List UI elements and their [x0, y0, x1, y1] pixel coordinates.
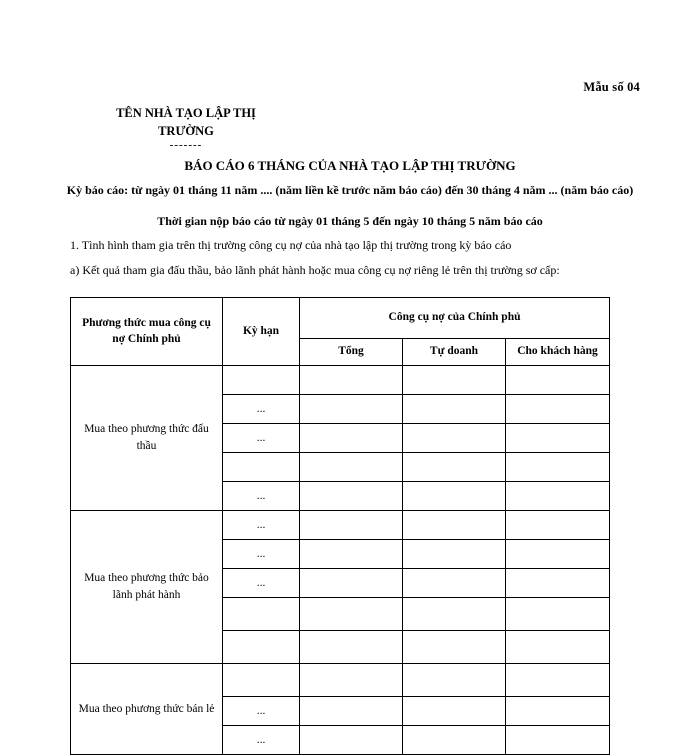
row-term[interactable] — [223, 453, 300, 482]
cell-self[interactable] — [403, 726, 506, 755]
report-table-wrapper — [70, 297, 609, 755]
cell-customer[interactable] — [506, 664, 610, 697]
cell-total[interactable] — [300, 366, 403, 395]
column-header-customer: Cho khách hàng — [506, 339, 610, 366]
cell-total[interactable] — [300, 631, 403, 664]
cell-self[interactable] — [403, 366, 506, 395]
row-method-label: Mua theo phương thức đấu thầu — [71, 366, 223, 511]
table-body — [71, 366, 610, 755]
row-term[interactable]: ... — [223, 395, 300, 424]
row-term[interactable] — [223, 598, 300, 631]
cell-total[interactable] — [300, 598, 403, 631]
report-period: Kỳ báo cáo: từ ngày 01 tháng 11 năm .... (năm liền kề trước năm báo cáo) đến 30 tháng 4 năm ... (năm báo cáo) — [66, 183, 634, 197]
table-row — [71, 366, 610, 395]
cell-total[interactable] — [300, 453, 403, 482]
cell-total[interactable] — [300, 664, 403, 697]
cell-total[interactable] — [300, 569, 403, 598]
report-submission-time: Thời gian nộp báo cáo từ ngày 01 tháng 5 đến ngày 10 tháng 5 năm báo cáo — [157, 214, 543, 228]
table-header-row-1 — [71, 298, 610, 339]
cell-self[interactable] — [403, 395, 506, 424]
column-header-term: Kỳ hạn — [223, 298, 300, 366]
organization-name: TÊN NHÀ TẠO LẬP THỊ TRƯỜNG — [116, 106, 256, 139]
cell-self[interactable] — [403, 697, 506, 726]
cell-self[interactable] — [403, 482, 506, 511]
cell-customer[interactable] — [506, 726, 610, 755]
section-1-heading: 1. Tình hình tham gia trên thị trường công cụ nợ của nhà tạo lập thị trường trong kỳ báo cáo — [70, 238, 512, 252]
row-term[interactable]: ... — [223, 569, 300, 598]
row-term[interactable] — [223, 631, 300, 664]
cell-total[interactable] — [300, 540, 403, 569]
table-row — [71, 511, 610, 540]
row-method-label: Mua theo phương thức bảo lãnh phát hành — [71, 511, 223, 664]
column-header-total: Tổng — [300, 339, 403, 366]
cell-customer[interactable] — [506, 395, 610, 424]
column-header-method: Phương thức mua công cụ nợ Chính phủ — [71, 298, 223, 366]
cell-customer[interactable] — [506, 511, 610, 540]
row-term[interactable]: ... — [223, 726, 300, 755]
cell-customer[interactable] — [506, 482, 610, 511]
row-term[interactable] — [223, 366, 300, 395]
cell-customer[interactable] — [506, 540, 610, 569]
cell-customer[interactable] — [506, 631, 610, 664]
cell-customer[interactable] — [506, 366, 610, 395]
cell-self[interactable] — [403, 453, 506, 482]
cell-total[interactable] — [300, 726, 403, 755]
row-term[interactable]: ... — [223, 540, 300, 569]
report-table — [70, 297, 610, 755]
organization-divider: ------- — [169, 139, 203, 151]
cell-self[interactable] — [403, 631, 506, 664]
cell-total[interactable] — [300, 511, 403, 540]
row-method-label: Mua theo phương thức bán lẻ — [71, 664, 223, 755]
row-term[interactable]: ... — [223, 424, 300, 453]
cell-total[interactable] — [300, 482, 403, 511]
cell-customer[interactable] — [506, 569, 610, 598]
row-term[interactable]: ... — [223, 482, 300, 511]
section-a-heading: a) Kết quả tham gia đấu thầu, bảo lãnh phát hành hoặc mua công cụ nợ riêng lẻ trên thị trường sơ cấp: — [70, 263, 560, 277]
cell-customer[interactable] — [506, 453, 610, 482]
cell-self[interactable] — [403, 598, 506, 631]
row-term[interactable]: ... — [223, 697, 300, 726]
cell-self[interactable] — [403, 569, 506, 598]
table-row — [71, 664, 610, 697]
cell-total[interactable] — [300, 424, 403, 453]
cell-self[interactable] — [403, 424, 506, 453]
row-term[interactable] — [223, 664, 300, 697]
cell-customer[interactable] — [506, 697, 610, 726]
cell-total[interactable] — [300, 697, 403, 726]
column-header-group: Công cụ nợ của Chính phủ — [300, 298, 610, 339]
cell-total[interactable] — [300, 395, 403, 424]
form-code: Mẫu số 04 — [583, 80, 640, 94]
column-header-self: Tự doanh — [403, 339, 506, 366]
cell-self[interactable] — [403, 540, 506, 569]
cell-customer[interactable] — [506, 424, 610, 453]
cell-self[interactable] — [403, 511, 506, 540]
cell-self[interactable] — [403, 664, 506, 697]
table-head — [71, 298, 610, 366]
cell-customer[interactable] — [506, 598, 610, 631]
page-title: BÁO CÁO 6 THÁNG CỦA NHÀ TẠO LẬP THỊ TRƯỜNG — [184, 158, 516, 173]
row-term[interactable]: ... — [223, 511, 300, 540]
